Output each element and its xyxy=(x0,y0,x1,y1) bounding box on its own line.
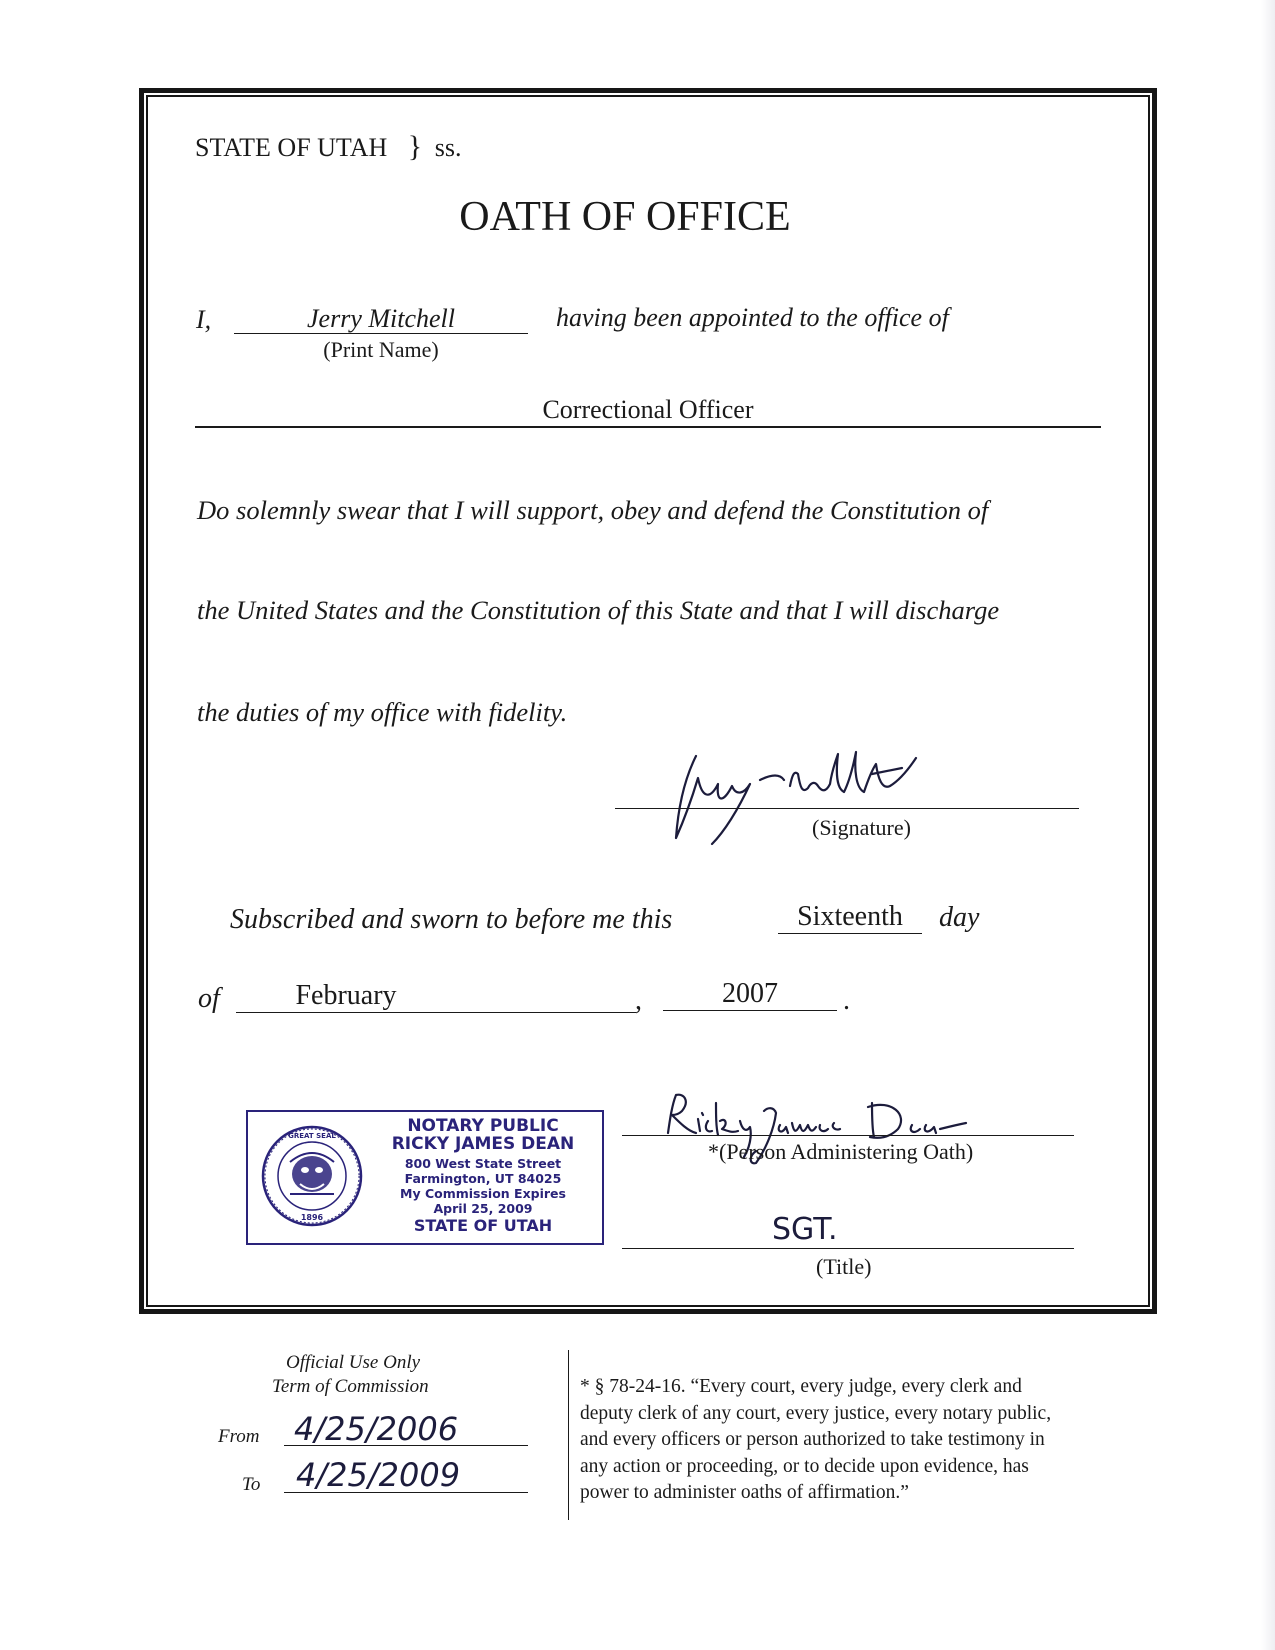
name-underline xyxy=(234,333,528,334)
venue-state: STATE OF UTAH xyxy=(195,133,388,162)
stamp-line-state: STATE OF UTAH xyxy=(413,1216,553,1235)
statute-line: any action or proceeding, or to decide upon evidence, has xyxy=(580,1455,1029,1477)
year-period: . xyxy=(843,985,850,1016)
statute-text xyxy=(580,1374,1051,1507)
state-seal xyxy=(260,1124,364,1228)
appointment-phrase: having been appointed to the office of xyxy=(556,303,949,332)
venue-brace: } xyxy=(407,130,423,163)
title-line xyxy=(622,1248,1074,1249)
signature-line xyxy=(615,808,1079,809)
appointee-name: Jerry Mitchell xyxy=(307,304,455,333)
footer-divider xyxy=(568,1350,569,1520)
from-underline xyxy=(284,1445,528,1446)
official-use-heading: Official Use Only xyxy=(286,1352,421,1373)
statute-line: deputy clerk of any court, every justice, every notary public, xyxy=(580,1402,1052,1424)
from-label: From xyxy=(218,1426,260,1447)
month-comma: , xyxy=(635,985,642,1016)
administrator-line xyxy=(622,1135,1074,1136)
oath-line: Do solemnly swear that I will support, obey and defend the Constitution of xyxy=(197,495,989,525)
office-underline xyxy=(195,426,1101,428)
appointee-signature xyxy=(640,740,980,850)
day-word: day xyxy=(939,902,980,933)
day-value: Sixteenth xyxy=(797,901,903,932)
month-underline xyxy=(236,1012,636,1013)
scan-edge-shadow xyxy=(1261,0,1275,1650)
statute-line: and every officers or person authorized to take testimony in xyxy=(580,1429,1045,1450)
venue-suffix: ss. xyxy=(434,133,462,162)
stamp-line-name: RICKY JAMES DEAN xyxy=(391,1134,575,1154)
to-date: 4/25/2009 xyxy=(296,1456,461,1494)
seal-year: 1896 xyxy=(300,1213,324,1222)
month-value: February xyxy=(295,980,397,1011)
oath-line: the United States and the Constitution of this State and that I will discharge xyxy=(197,595,1000,625)
stamp-line-city: Farmington, UT 84025 xyxy=(404,1171,562,1186)
from-date: 4/25/2006 xyxy=(294,1410,459,1448)
signature-caption: (Signature) xyxy=(812,815,911,840)
notary-stamp xyxy=(246,1110,604,1245)
administrator-title-value: SGT. xyxy=(772,1212,838,1247)
stamp-line-title: NOTARY PUBLIC xyxy=(407,1116,559,1136)
office-title: Correctional Officer xyxy=(542,395,754,424)
year-value: 2007 xyxy=(722,978,778,1009)
venue-header xyxy=(195,130,461,164)
pronoun-i: I, xyxy=(196,305,212,334)
administrator-caption: *(Person Administering Oath) xyxy=(708,1139,974,1164)
stamp-line-address: 800 West State Street xyxy=(404,1156,562,1171)
stamp-line-expires-date: April 25, 2009 xyxy=(433,1201,533,1216)
to-label: To xyxy=(242,1474,261,1495)
day-underline xyxy=(778,933,922,934)
to-underline xyxy=(284,1492,528,1493)
seal-ring-text-top: GREAT SEAL xyxy=(288,1132,336,1140)
of-word: of xyxy=(198,983,220,1014)
title-caption: (Title) xyxy=(816,1254,872,1279)
name-caption: (Print Name) xyxy=(323,337,439,362)
statute-line: * § 78-24-16. “Every court, every judge, every clerk and xyxy=(580,1376,1022,1397)
subscribed-text: Subscribed and sworn to before me this xyxy=(230,904,673,935)
oath-line: the duties of my office with fidelity. xyxy=(197,697,568,727)
statute-line: power to administer oaths of affirmation.” xyxy=(580,1482,909,1503)
page-title: OATH OF OFFICE xyxy=(459,194,791,240)
year-underline xyxy=(663,1010,837,1011)
stamp-line-expires-label: My Commission Expires xyxy=(400,1186,566,1201)
term-heading: Term of Commission xyxy=(272,1376,429,1397)
